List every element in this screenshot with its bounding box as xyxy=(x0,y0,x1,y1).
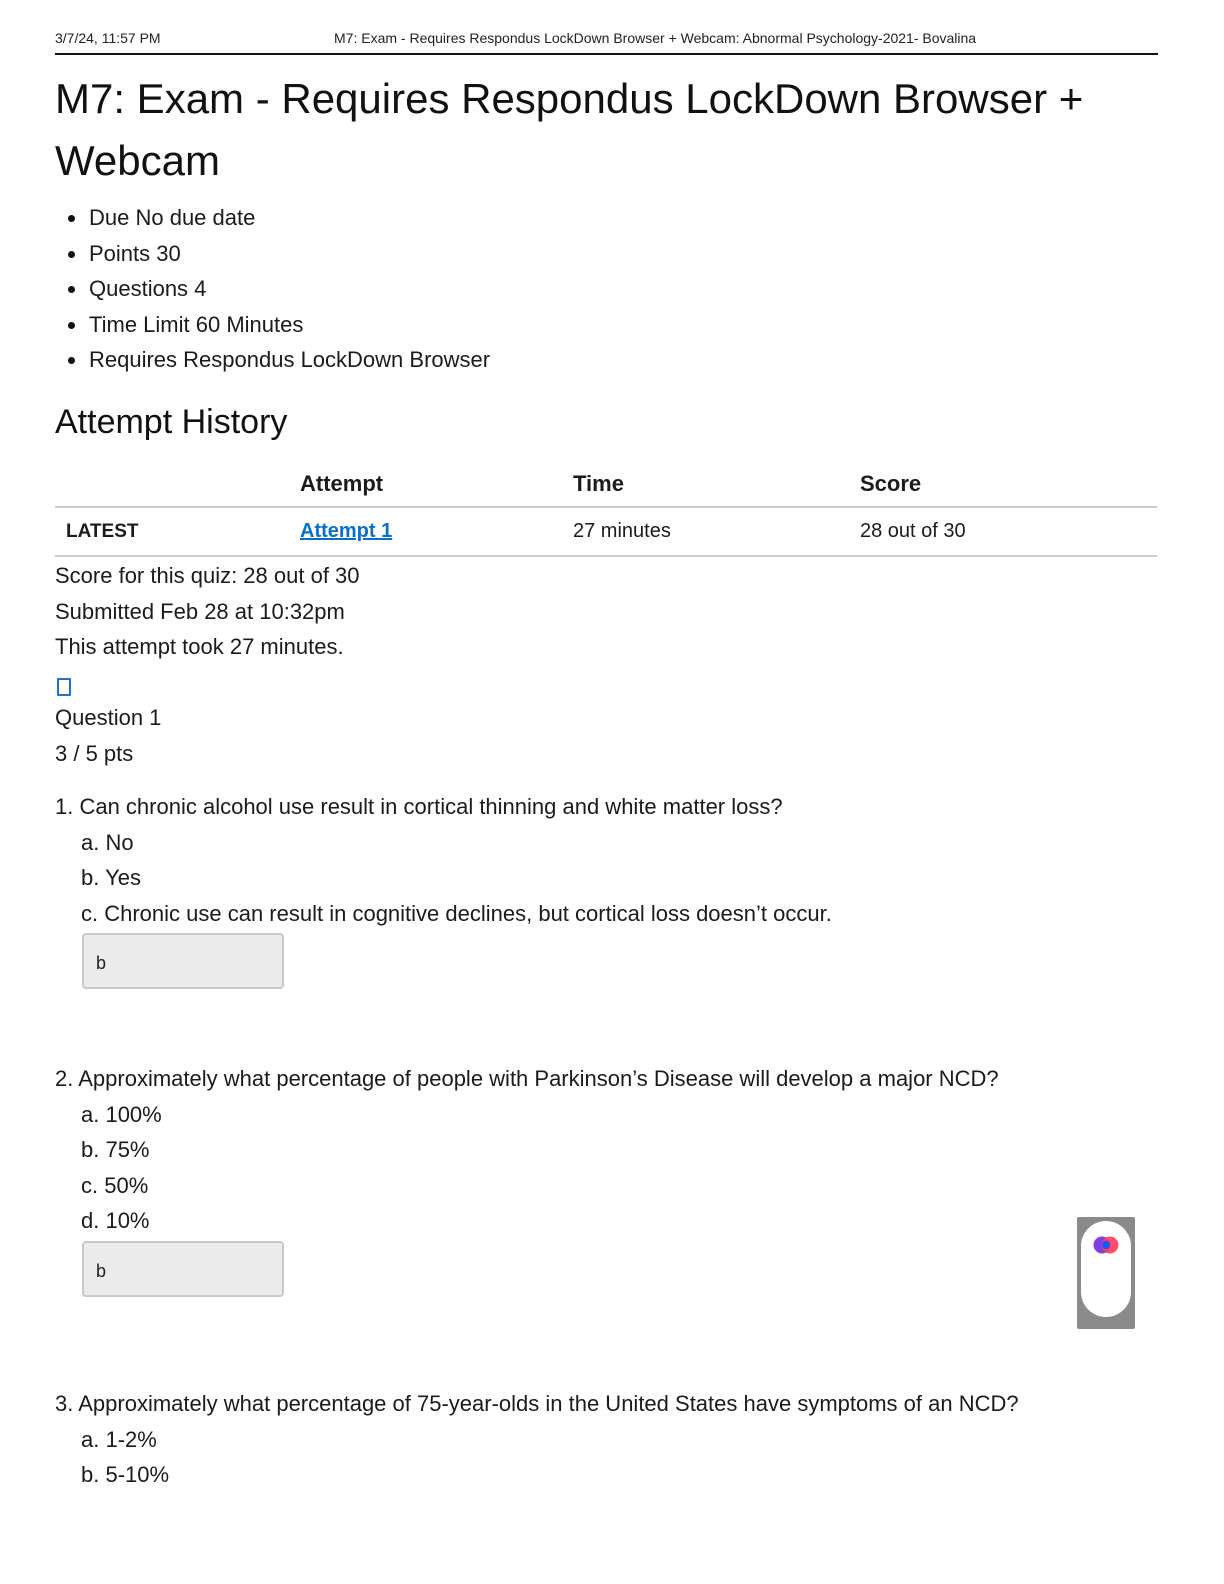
detail-points: Points 30 xyxy=(55,236,490,272)
option-a: a. 100% xyxy=(81,1101,162,1127)
header-divider xyxy=(55,53,1158,55)
question-text: 3. Approximately what percentage of 75-year-olds in the United States have symptoms of an NCD? xyxy=(55,1391,1019,1416)
question-header xyxy=(55,700,161,771)
option-a: a. No xyxy=(81,829,134,855)
column-header-blank xyxy=(55,462,300,507)
submitted-summary: Submitted Feb 28 at 10:32pm xyxy=(55,598,345,624)
option-c: c. 50% xyxy=(81,1172,149,1198)
option-c: c. Chronic use can result in cognitive declines, but cortical loss doesn’t occur. xyxy=(81,900,832,926)
question-2 xyxy=(55,1061,1155,1297)
widget-logo-icon xyxy=(1092,1235,1120,1255)
attempt-history-table xyxy=(55,462,1157,557)
print-datetime: 3/7/24, 11:57 PM xyxy=(55,30,161,46)
answer-box[interactable]: b xyxy=(82,1241,284,1297)
option-b: b. 75% xyxy=(81,1137,150,1162)
attempt-score: 28 out of 30 xyxy=(860,507,1157,556)
option-b: b. 5-10% xyxy=(81,1462,170,1487)
quiz-details-list xyxy=(55,200,490,378)
question-label: Question 1 xyxy=(55,705,162,730)
question-3 xyxy=(55,1386,1155,1493)
detail-time-limit: Time Limit 60 Minutes xyxy=(55,307,490,343)
detail-due: Due No due date xyxy=(55,200,490,236)
detail-lockdown: Requires Respondus LockDown Browser xyxy=(55,342,490,378)
column-header-score: Score xyxy=(860,462,1157,507)
attempt-history-heading: Attempt History xyxy=(55,403,288,441)
option-d: d. 10% xyxy=(81,1208,150,1233)
question-text: 1. Can chronic alcohol use result in cortical thinning and white matter loss? xyxy=(55,794,783,819)
page-title: M7: Exam - Requires Respondus LockDown Browser + Webcam xyxy=(55,75,1084,184)
attempt-time: 27 minutes xyxy=(573,507,860,556)
table-header-row xyxy=(55,462,1157,507)
detail-questions: Questions 4 xyxy=(55,271,490,307)
latest-label: LATEST xyxy=(55,507,300,556)
question-points: 3 / 5 pts xyxy=(55,740,134,766)
answer-box[interactable]: b xyxy=(82,933,284,989)
column-header-attempt: Attempt xyxy=(300,462,573,507)
table-row xyxy=(55,507,1157,556)
floating-widget[interactable] xyxy=(1077,1217,1135,1329)
print-page-title: M7: Exam - Requires Respondus LockDown Browser + Webcam: Abnormal Psychology-2021- Bovalina xyxy=(334,30,977,46)
question-1 xyxy=(55,789,1155,989)
option-b: b. Yes xyxy=(81,865,141,890)
quiz-summary xyxy=(55,558,360,665)
score-summary: Score for this quiz: 28 out of 30 xyxy=(55,563,360,588)
option-a: a. 1-2% xyxy=(81,1426,157,1452)
question-text: 2. Approximately what percentage of people with Parkinson’s Disease will develop a major NCD? xyxy=(55,1066,999,1091)
duration-summary: This attempt took 27 minutes. xyxy=(55,634,344,659)
attempt-link[interactable]: Attempt 1 xyxy=(300,520,393,542)
print-header xyxy=(0,28,1224,50)
column-header-time: Time xyxy=(573,462,860,507)
flag-icon[interactable] xyxy=(57,678,71,696)
